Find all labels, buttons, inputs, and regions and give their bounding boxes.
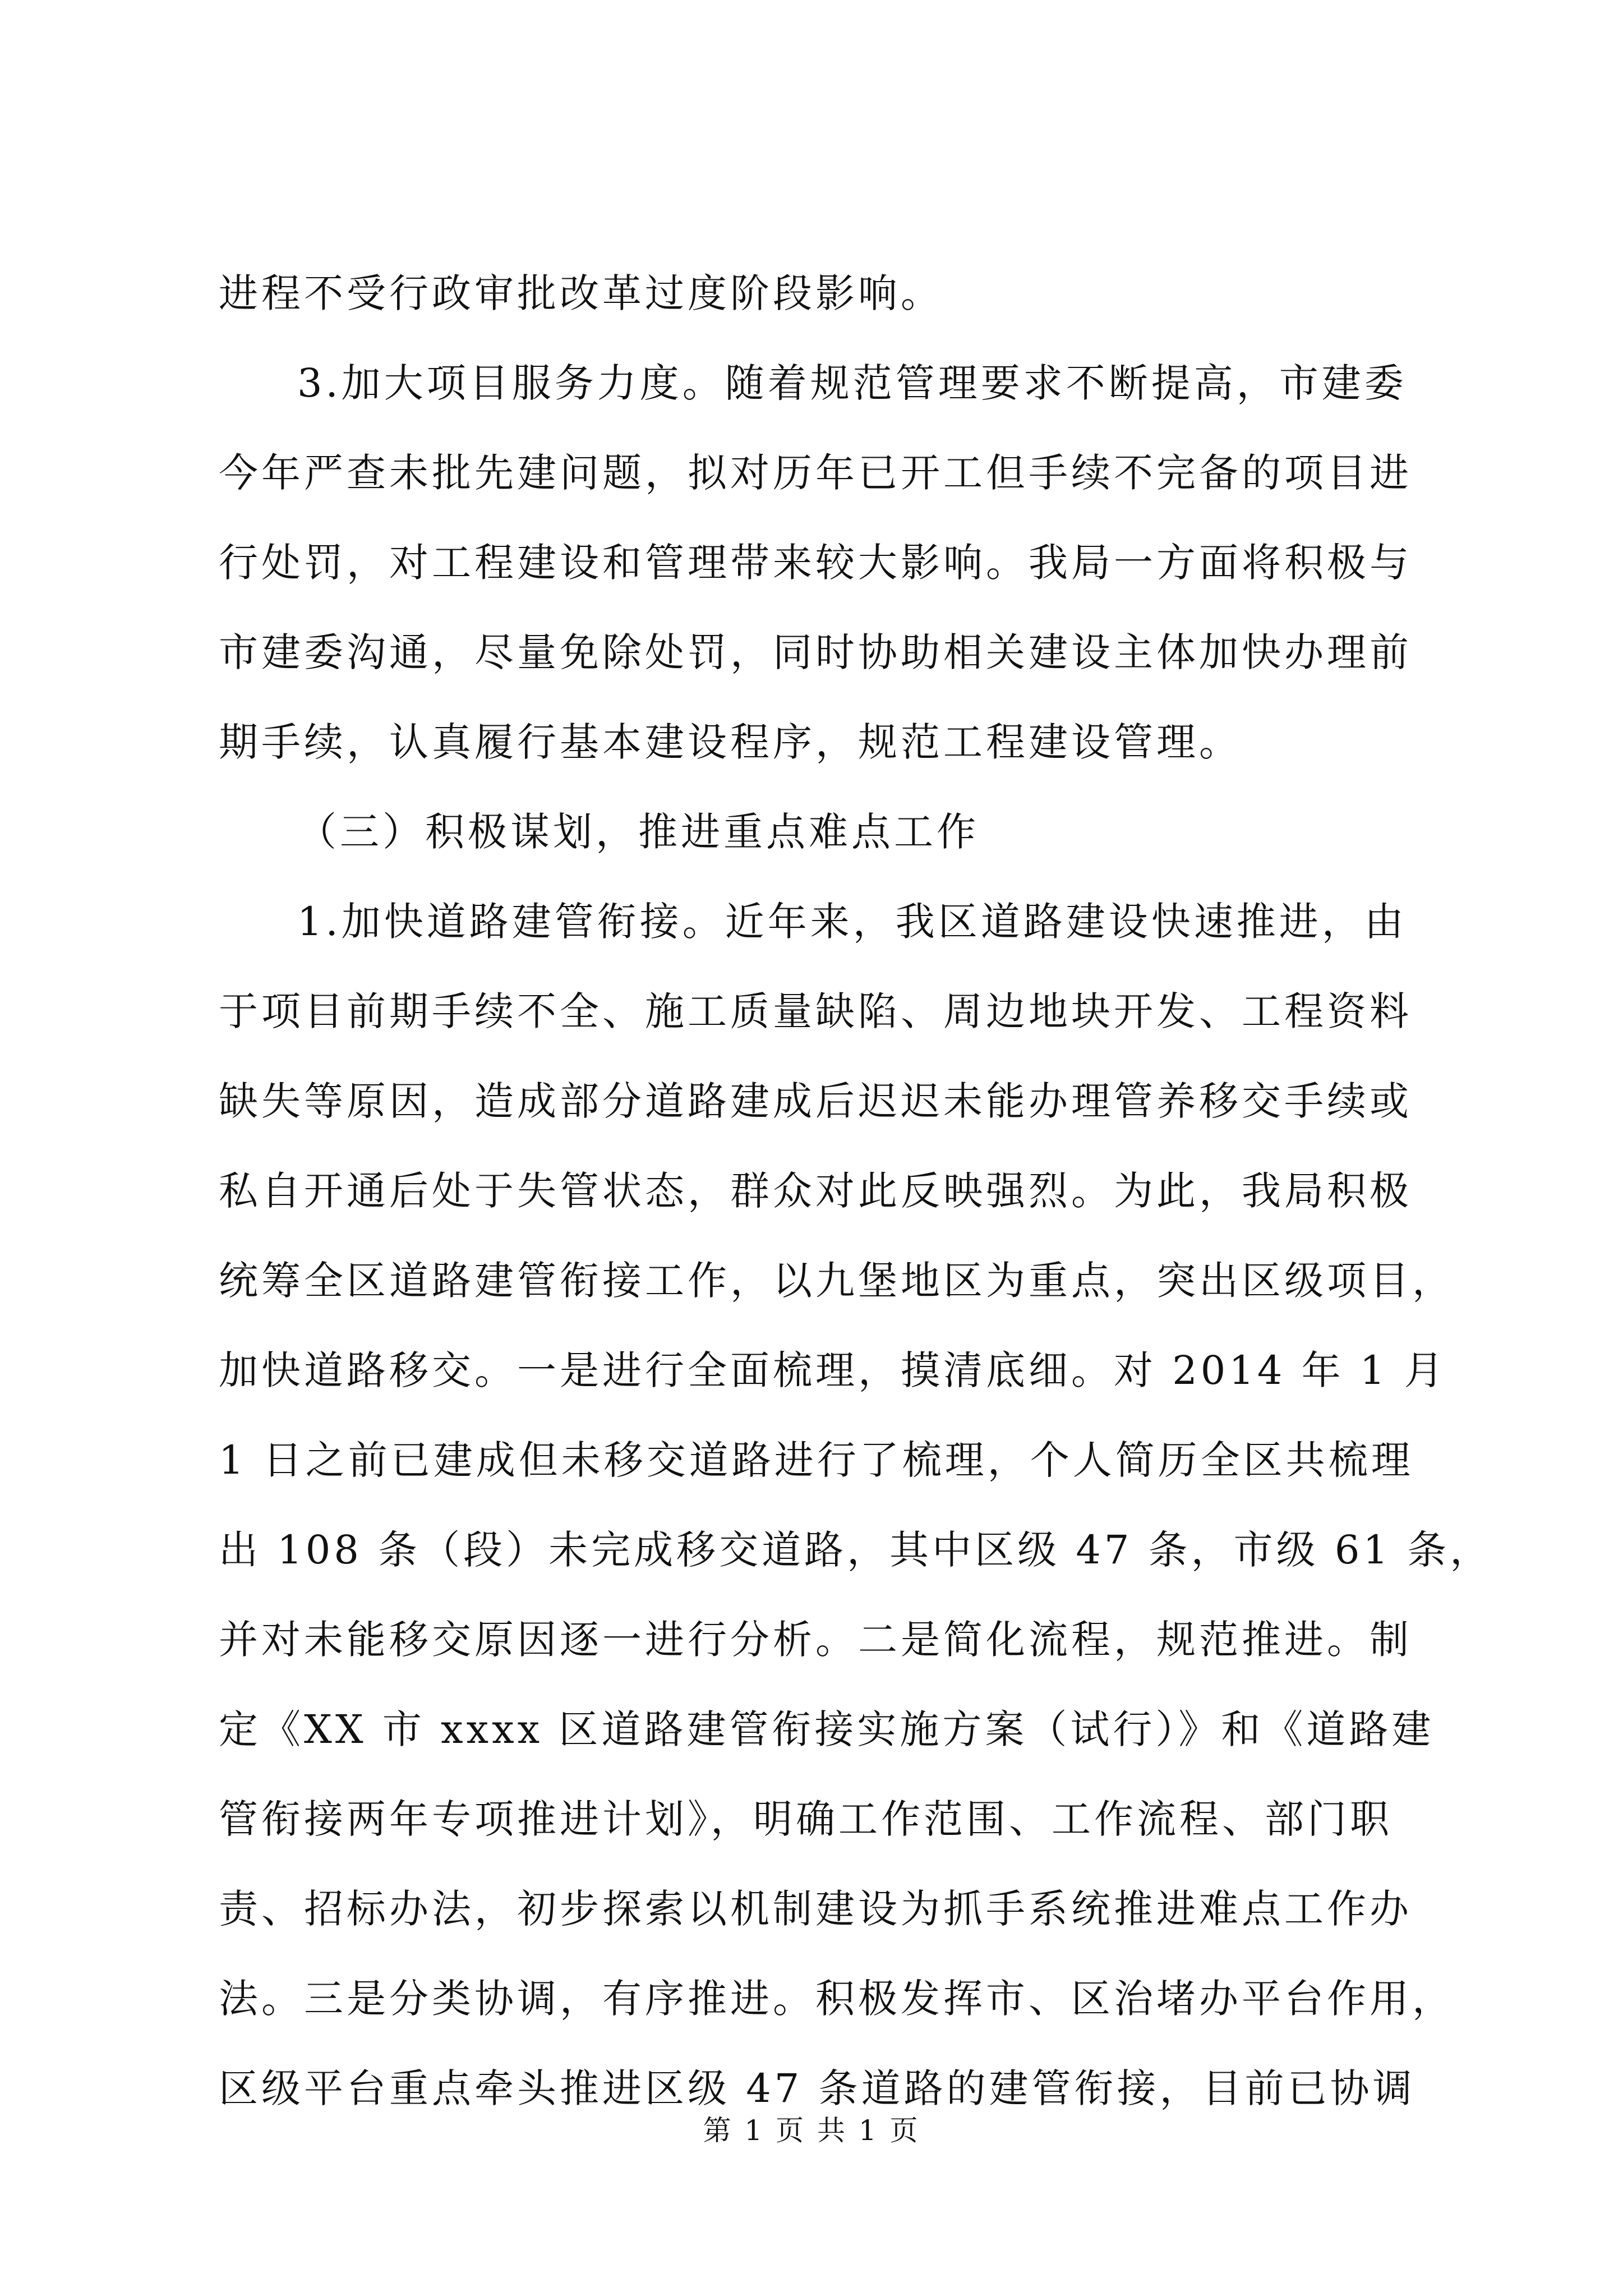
paragraph-line: 于项目前期手续不全、施工质量缺陷、周边地块开发、工程资料 [219, 988, 1412, 1034]
paragraph-line: 加快道路移交。一是进行全面梳理，摸清底细。对 2014 年 1 月 [219, 1347, 1447, 1393]
paragraph-line: 进程不受行政审批改革过度阶段影响。 [219, 270, 943, 316]
paragraph-line: 统筹全区道路建管衔接工作，以九堡地区为重点，突出区级项目， [219, 1258, 1455, 1304]
paragraph-line: 责、招标办法，初步探索以机制建设为抓手系统推进难点工作办 [219, 1886, 1412, 1932]
paragraph-line: 出 108 条（段）未完成移交道路，其中区级 47 条，市级 61 条， [219, 1527, 1493, 1573]
paragraph-line: 法。三是分类协调，有序推进。积极发挥市、区治堵办平台作用， [219, 1976, 1455, 2022]
paragraph-line: 1 日之前已建成但未移交道路进行了梳理，个人简历全区共梳理 [219, 1437, 1414, 1483]
paragraph-line: 定《XX 市 xxxx 区道路建管衔接实施方案（试行）》和《道路建 [219, 1706, 1435, 1752]
paragraph-line: 区级平台重点牵头推进区级 47 条道路的建管衔接，目前已协调 [219, 2065, 1415, 2111]
paragraph-line: 市建委沟通，尽量免除处罚，同时协助相关建设主体加快办理前 [219, 629, 1412, 675]
paragraph-line: 期手续，认真履行基本建设程序，规范工程建设管理。 [219, 719, 1242, 765]
paragraph-line: 私自开通后处于失管状态，群众对此反映强烈。为此，我局积极 [219, 1168, 1412, 1214]
paragraph-line: 3.加大项目服务力度。随着规范管理要求不断提高，市建委 [297, 360, 1407, 406]
paragraph-line: 管衔接两年专项推进计划》，明确工作范围、工作流程、部门职 [219, 1796, 1393, 1842]
paragraph-line: 1.加快道路建管衔接。近年来，我区道路建设快速推进，由 [297, 899, 1407, 945]
paragraph-line: 并对未能移交原因逐一进行分析。二是简化流程，规范推进。制 [219, 1617, 1412, 1663]
paragraph-line: 缺失等原因，造成部分道路建成后迟迟未能办理管养移交手续或 [219, 1078, 1412, 1124]
paragraph-line: 今年严查未批先建问题，拟对历年已开工但手续不完备的项目进 [219, 450, 1412, 496]
section-heading: （三）积极谋划，推进重点难点工作 [297, 809, 979, 855]
page-footer: 第 1 页 共 1 页 [703, 2114, 920, 2147]
paragraph-line: 行处罚，对工程建设和管理带来较大影响。我局一方面将积极与 [219, 540, 1412, 586]
